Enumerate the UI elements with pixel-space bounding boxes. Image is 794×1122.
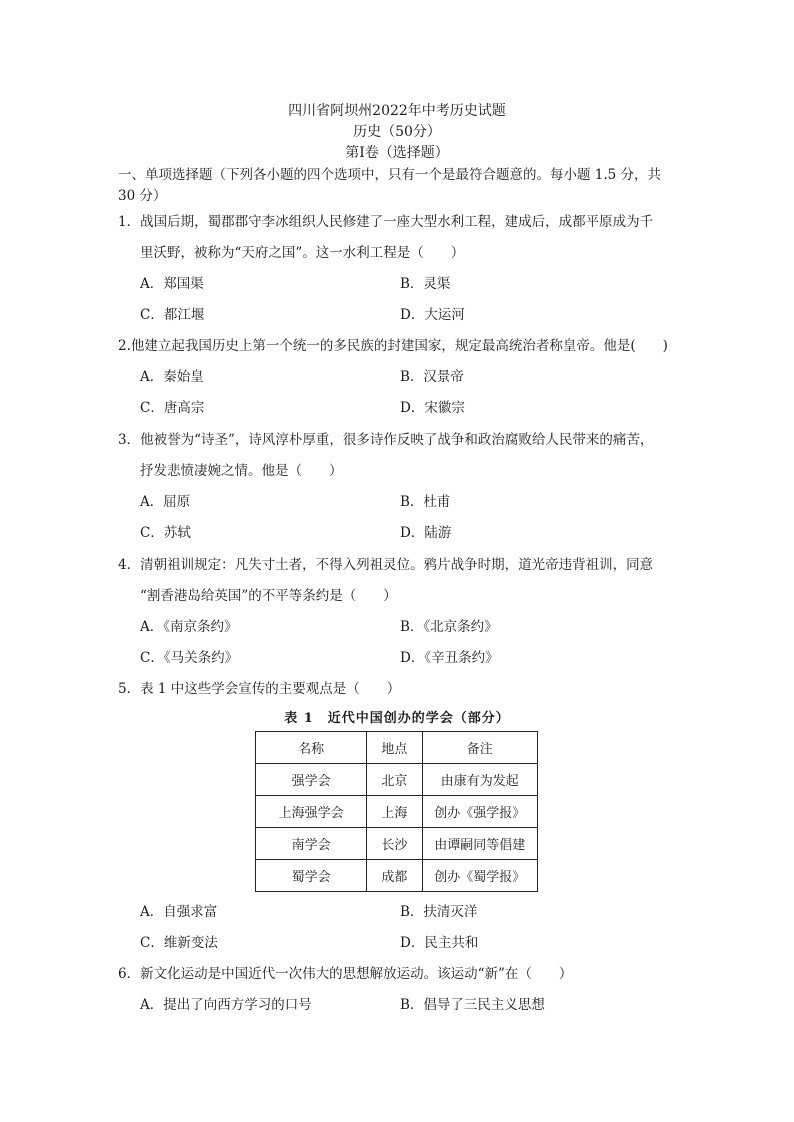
question-3-option-d[interactable]: D．陆游 (400, 525, 452, 541)
table-cell: 上海强学会 (256, 796, 367, 828)
question-2-option-c[interactable]: C．唐高宗 (140, 400, 205, 416)
question-4-option-a[interactable]: A．《南京条约》 (140, 619, 238, 635)
table-row (256, 828, 538, 860)
question-4-option-d[interactable]: D．《辛丑条约》 (400, 650, 499, 666)
section-instruction-line2: 30 分） (118, 188, 167, 204)
question-5-option-a[interactable]: A．自强求富 (140, 904, 218, 920)
question-5-option-d[interactable]: D．民主共和 (400, 935, 479, 951)
question-3-stem-line2: 抒发悲愤凄婉之情。他是（ ） (140, 463, 343, 479)
question-1-option-a[interactable]: A．郑国渠 (140, 276, 204, 292)
exam-title: 四川省阿坝州2022年中考历史试题 (288, 103, 506, 119)
table-header-row (256, 732, 538, 764)
table-cell: 由谭嗣同等倡建 (422, 828, 537, 860)
table-row (256, 796, 538, 828)
table-row (256, 860, 538, 892)
question-5-option-c[interactable]: C．维新变法 (140, 935, 218, 951)
table-cell: 北京 (367, 764, 422, 796)
table-cell: 成都 (367, 860, 422, 892)
table-header-cell: 地点 (367, 732, 422, 764)
table-row (256, 764, 538, 796)
question-2-option-d[interactable]: D．宋徽宗 (400, 400, 465, 416)
question-4-stem-line2: “割香港岛给英国”的不平等条约是（ ） (140, 588, 397, 604)
question-2-stem-line1: 2.他建立起我国历史上第一个统一的多民族的封建国家，规定最高统治者称皇帝。他是( ) (118, 338, 668, 354)
table-1-caption: 表 1 近代中国创办的学会（部分） (284, 711, 510, 726)
question-2-option-a[interactable]: A．秦始皇 (140, 369, 204, 385)
question-1-stem-line1: 1．战国后期，蜀郡郡守李冰组织人民修建了一座大型水利工程，建成后，成都平原成为千 (118, 214, 654, 230)
table-cell: 南学会 (256, 828, 367, 860)
table-header-cell: 名称 (256, 732, 367, 764)
question-6-option-a[interactable]: A．提出了向西方学习的口号 (140, 997, 312, 1013)
question-3-option-a[interactable]: A．屈原 (140, 494, 191, 510)
table-1 (255, 731, 538, 892)
question-1-option-c[interactable]: C．都江堰 (140, 307, 205, 323)
question-1-option-d[interactable]: D．大运河 (400, 307, 465, 323)
table-cell: 创办《强学报》 (422, 796, 537, 828)
table-cell: 长沙 (367, 828, 422, 860)
question-5-stem-line1: 5．表 1 中这些学会宣传的主要观点是（ ） (118, 681, 401, 697)
question-1-option-b[interactable]: B．灵渠 (400, 276, 451, 292)
question-3-option-c[interactable]: C．苏轼 (140, 525, 191, 541)
table-cell: 上海 (367, 796, 422, 828)
question-3-stem-line1: 3．他被誉为“诗圣”，诗风淳朴厚重，很多诗作反映了战争和政治腐败给人民带来的痛苦， (118, 432, 654, 448)
question-1-stem-line2: 里沃野，被称为“天府之国”。这一水利工程是（ ） (140, 245, 465, 261)
table-header-cell: 备注 (422, 732, 537, 764)
table-cell: 由康有为发起 (422, 764, 537, 796)
question-3-option-b[interactable]: B．杜甫 (400, 494, 451, 510)
question-5-option-b[interactable]: B．扶清灭洋 (400, 904, 478, 920)
question-4-option-b[interactable]: B．《北京条约》 (400, 619, 498, 635)
section-instruction-line1: 一、单项选择题（下列各小题的四个选项中，只有一个是最符合题意的。每小题 1.5 分，共 (118, 167, 662, 183)
exam-volume: 第Ⅰ卷（选择题） (345, 145, 449, 161)
table-cell: 强学会 (256, 764, 367, 796)
table-cell: 蜀学会 (256, 860, 367, 892)
question-2-option-b[interactable]: B．汉景帝 (400, 369, 464, 385)
question-6-option-b[interactable]: B．倡导了三民主义思想 (400, 997, 545, 1013)
table-cell: 创办《蜀学报》 (422, 860, 537, 892)
question-4-option-c[interactable]: C．《马关条约》 (140, 650, 239, 666)
question-4-stem-line1: 4．清朝祖训规定：凡失寸土者，不得入列祖灵位。鸦片战争时期，道光帝违背祖训，同意 (118, 557, 654, 573)
question-6-stem-line1: 6．新文化运动是中国近代一次伟大的思想解放运动。该运动“新”在（ ） (118, 966, 573, 982)
exam-subject: 历史（50分） (353, 124, 441, 140)
